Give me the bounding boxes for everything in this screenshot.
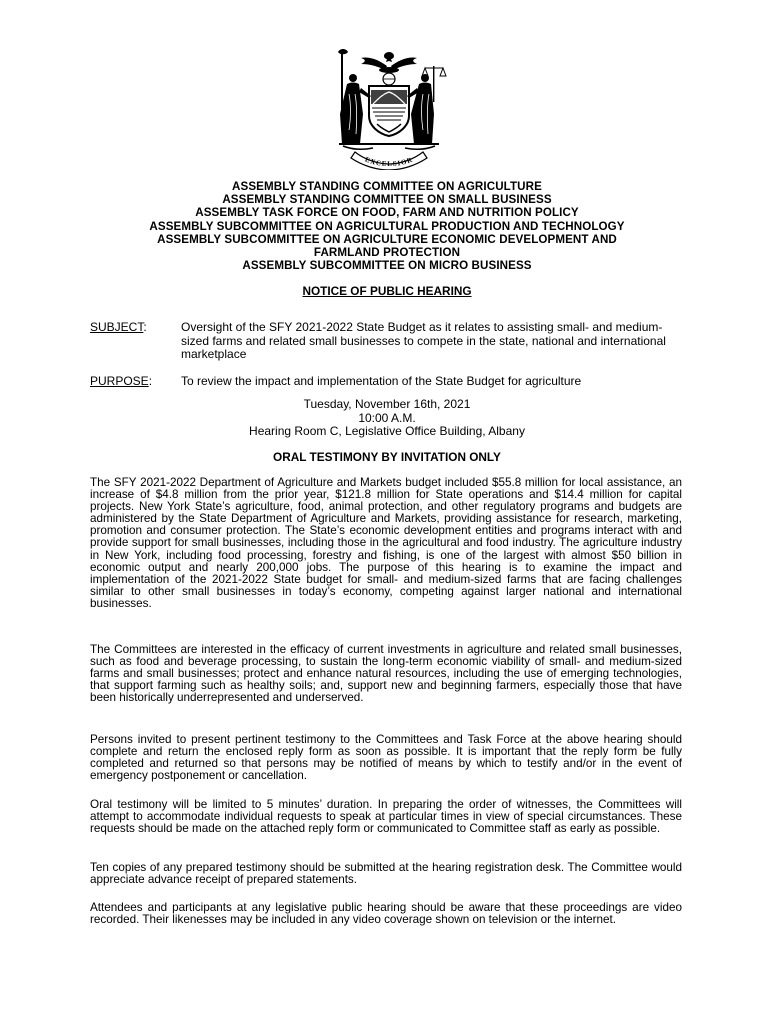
subject-row (90, 321, 690, 365)
new-york-state-seal (321, 46, 457, 170)
committee-heading: ASSEMBLY SUBCOMMITTEE ON MICRO BUSINESS (242, 259, 532, 273)
purpose-text: To review the impact and implementation of the State Budget for agriculture (181, 374, 582, 388)
committee-heading: ASSEMBLY SUBCOMMITTEE ON AGRICULTURE ECONOMIC DEVELOPMENT AND (157, 232, 617, 246)
hearing-details (90, 398, 684, 439)
body-paragraph: Attendees and participants at any legislative public hearing should be aware that these proceedings are video recorded. Their likenesses may be included in any video coverage shown on television or the internet. (90, 901, 682, 927)
hearing-time: 10:00 A.M. (358, 410, 416, 425)
committee-heading: FARMLAND PROTECTION (313, 246, 461, 260)
committee-heading: ASSEMBLY STANDING COMMITTEE ON AGRICULTURE (232, 180, 542, 193)
seal-motto-text: EXCELSIOR (363, 155, 415, 169)
committee-heading: ASSEMBLY SUBCOMMITTEE ON AGRICULTURAL PRODUCTION AND TECHNOLOGY (149, 219, 625, 233)
committee-heading: ASSEMBLY STANDING COMMITTEE ON SMALL BUSINESS (222, 193, 552, 207)
subject-label: SUBJECT: (90, 320, 147, 334)
purpose-label: PURPOSE: (90, 374, 153, 388)
body-paragraph: The SFY 2021-2022 Department of Agriculture and Markets budget included $55.8 million for local assistance, an increase of $4.8 million from the prior year, $121.8 million for State operations and $14.4 million for capital projects. New York State’s agriculture, food, animal protection, and other regulatory programs and budgets are administered by the State Department of Agriculture and Markets, providing assistance for research, marketing, promotion and consumer protection. The State’s economic development entities and programs interact with and provide support for small businesses, including those in the agricultural and food industry. The agriculture industry in New York, including food processing, forestry and fishing, is one of the largest with almost $50 billion in economic output and nearly 200,000 jobs. The purpose of this hearing is to examine the impact and implementation of the 2021-2022 State budget for small- and medium-sized farms that are facing challenges similar to other small businesses in today’s economy, competing against larger national and international businesses. (90, 476, 682, 610)
body-paragraph: Ten copies of any prepared testimony should be submitted at the hearing registration desk. The Committee would appreciate advance receipt of prepared statements. (90, 861, 682, 887)
committee-heading: ASSEMBLY TASK FORCE ON FOOD, FARM AND NUTRITION POLICY (195, 206, 579, 220)
notice-title: NOTICE OF PUBLIC HEARING (302, 284, 472, 298)
hearing-location: Hearing Room C, Legislative Office Building, Albany (249, 424, 525, 439)
body-paragraph: Oral testimony will be limited to 5 minutes’ duration. In preparing the order of witnesses, the Committees will attempt to accommodate individual requests to speak at particular times in view of special circumstances. These requests should be made on the attached reply form or communicated to Committee staff as early as possible. (90, 798, 682, 836)
hearing-date: Tuesday, November 16th, 2021 (303, 397, 471, 411)
oral-testimony-notice: ORAL TESTIMONY BY INVITATION ONLY (273, 450, 501, 464)
body-paragraph: Persons invited to present pertinent testimony to the Committees and Task Force at the above hearing should complete and return the enclosed reply form as soon as possible. It is important that the reply form be fully completed and returned so that persons may be notified of means by which to testify and/or in the event of emergency postponement or cancellation. (90, 733, 682, 783)
subject-text: Oversight of the SFY 2021-2022 State Budget as it relates to assisting small- and medium-sized farms and related small businesses to compete in the state, national and international marketplace (181, 320, 666, 362)
body-paragraph: The Committees are interested in the efficacy of current investments in agriculture and related small businesses, such as food and beverage processing, to sustain the long-term economic viability of small- and medium-sized farms and small businesses; protect and enhance natural resources, including the use of emerging technologies, that support farming such as healthy soils; and, support new and beginning farmers, especially those that have been historically underrepresented and underserved. (90, 643, 682, 705)
purpose-row (90, 375, 690, 391)
committee-headings (90, 180, 684, 272)
